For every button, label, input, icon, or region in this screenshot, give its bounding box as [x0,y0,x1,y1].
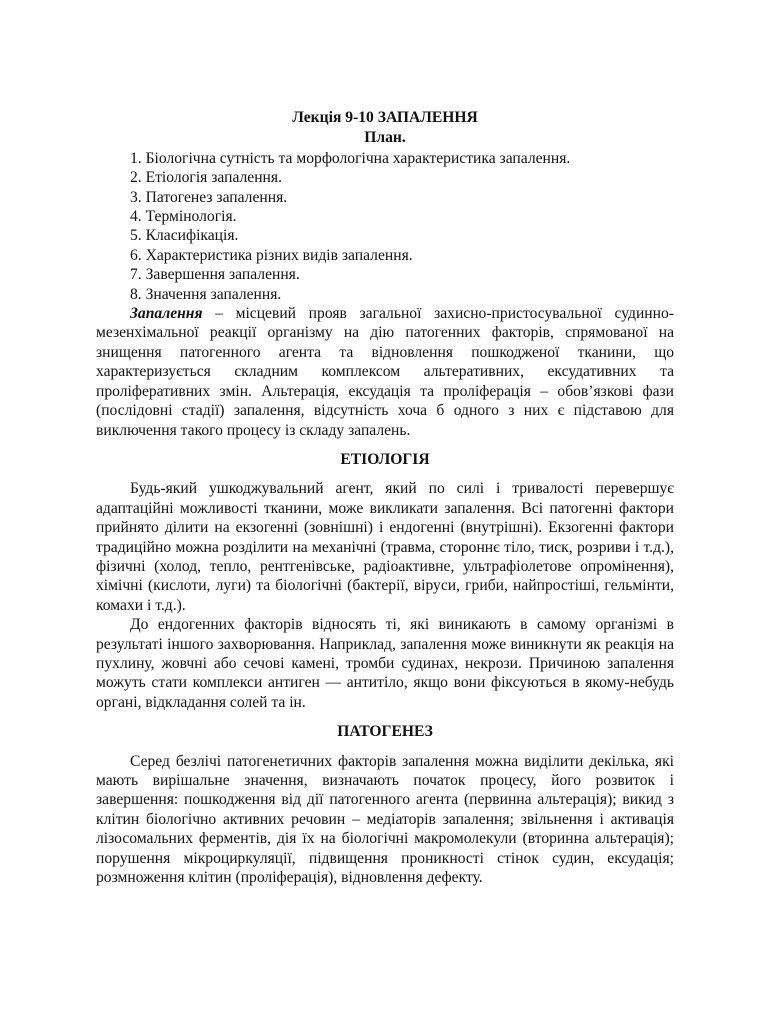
etiology-heading: ЕТІОЛОГІЯ [340,450,430,468]
plan-item: 6. Характеристика різних видів запалення. [130,246,413,264]
definition-text: – місцевий прояв загальної захисно-пристосувальної судинно-мезенхімальної реакції організму на дію патогенних факторів, спрямованої на знищення патогенного агента та відновлення пошкодженої тканини, що характеризується складним комплексом альтеративних, ексудативних та проліферативних змін. Альтерація, ексудація та проліферація – обов’язкові фази (послідовні стадії) запалення, відсутність хоча б одного з них є підставою для виключення такого процесу із складу запалень. [96,305,674,439]
plan-item: 3. Патогенез запалення. [130,188,288,206]
lecture-title: Лекція 9-10 ЗАПАЛЕННЯ [292,109,478,126]
definition-term: Запалення [130,305,203,323]
document-page [96,108,674,887]
etiology-paragraph-1: Будь-який ушкоджувальний агент, який по силі і тривалості перевершує адаптаційні можливості тканини, може викликати запалення. Всі патогенні фактори прийнято ділити на екзогенні (зовнішні) і ендогенні (внутрішні). Екзогенні фактори традиційно можна розділити на механічні (травма, стороннє тіло, тиск, розриви і т.д.), фізичні (холод, тепло, рентгенівське, радіоактивне, ультрафіолетове опромінення), хімічні (кислоти, луги) та біологічні (бактерії, віруси, гриби, найпростіші, гельмінти, комахи і т.д.). [96,480,674,614]
pathogenesis-heading: ПАТОГЕНЕЗ [337,723,433,741]
plan-item: 4. Термінологія. [130,208,237,226]
plan-title: План. [364,129,406,147]
definition-paragraph [96,304,674,440]
plan-item: 2. Етіологія запалення. [130,169,282,187]
plan-item: 5. Класифікація. [130,227,239,245]
plan-item: 1. Біологічна сутність та морфологічна характеристика запалення. [130,149,571,167]
plan-item: 7. Завершення запалення. [130,266,300,284]
plan-item: 8. Значення запалення. [130,285,282,303]
etiology-paragraph-2: До ендогенних факторів відносять ті, які виникають в самому організмі в результаті іншого захворювання. Наприклад, запалення може виникнути як реакція на пухлину, жовчні або сечові камені, тромби судинах, некрози. Причиною запалення можуть стати комплекси антиген — антитіло, якщо вони фіксуються в якому-небудь органі, відкладання солей та ін. [96,616,674,711]
plan-list [130,149,674,304]
pathogenesis-paragraph-1: Серед безлічі патогенетичних факторів запалення можна виділити декілька, які мають вирішальне значення, визначають початок процесу, його розвиток і завершення: пошкодження від дії патогенного агента (первинна альтерація); викид з клітин біологічно активних речовин – медіаторів запалення; звільнення і активація лізосомальних ферментів, дія їх на біологічні макромолекули (вторинна альтерація); порушення мікроциркуляції, підвищення проникності стінок судин, ексудація; розмноження клітин (проліферація), відновлення дефекту. [96,752,674,887]
